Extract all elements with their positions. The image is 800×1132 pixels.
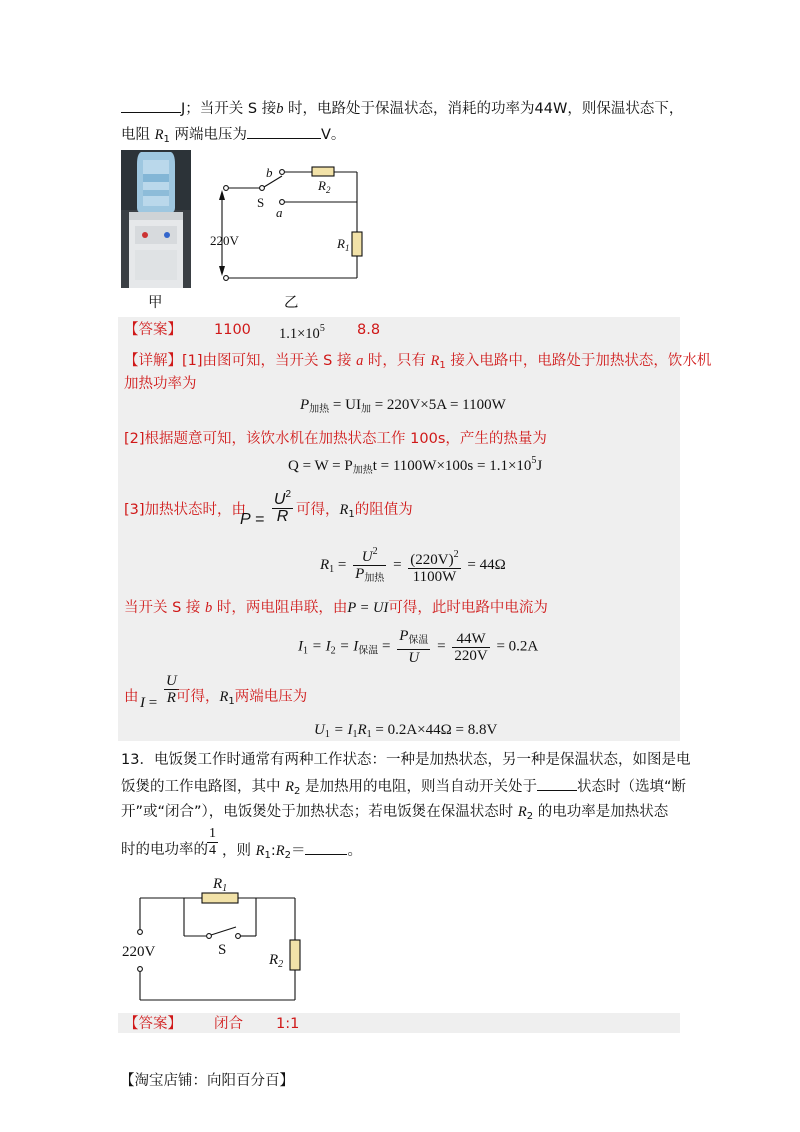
- answer-blank: [247, 124, 321, 139]
- q13-line4b: ，则 $R_1:R_2=$ 。: [222, 840, 362, 866]
- r2-label: $R_2$: [318, 178, 331, 195]
- answer-13-value-2: 1:1: [276, 1016, 300, 1032]
- formula-current: $I_1 = I_2 = I_{保温}$ = $\frac{P_{保温}}{U}$ = $\frac{44W}{220V}$ = 0.2A: [298, 628, 539, 666]
- q12-line1: J；当开关 S 接b 时，电路处于保温状态，消耗的功率为44W，则保温状态下，: [121, 98, 683, 119]
- circuit-diagram-13: [118, 872, 308, 1007]
- detail-para-5b: 可得，$R_1$两端电压为: [176, 689, 308, 707]
- formula-heat: $Q = W = P_{加热}t = 1100W\times 100s = 1.1\times 10^5J$: [288, 455, 543, 476]
- r1-label: $R_1$: [337, 236, 350, 253]
- figure-label-yi: 乙: [284, 295, 299, 311]
- q13-line2: 饭煲的工作电路图，其中 $R_2$ 是加热用的电阻，则当自动开关处于 状态时（选填“断: [121, 776, 686, 802]
- answer-tag-13: 【答案】: [124, 1016, 182, 1032]
- figure-label-jia: 甲: [148, 295, 163, 311]
- r1-label-13: $R_1$: [213, 876, 228, 894]
- answer-13-value-1: 闭合: [214, 1016, 243, 1032]
- voltage-label: 220V: [210, 233, 239, 248]
- terminal-b-label: b: [266, 165, 273, 180]
- answer-blank: [537, 776, 577, 791]
- detail-para-3: [3]加热状态时，由: [124, 502, 247, 518]
- detail-para-1b: 加热功率为: [124, 376, 197, 392]
- formula-r1: $R_1$ = $\frac{U^2}{P_{加热}}$ = $\frac{(220V)^2}{1100W}$ = 44Ω: [320, 546, 506, 585]
- terminal-a-label: a: [276, 205, 283, 220]
- detail-para-2: [2]根据题意可知，该饮水机在加热状态工作 100s，产生的热量为: [124, 431, 547, 447]
- switch-s-label: S: [257, 195, 265, 210]
- answer-blank: [305, 840, 347, 855]
- circuit-diagram-yi: [200, 160, 380, 285]
- detail-para-5: 由: [124, 689, 139, 705]
- formula-ohm-inline: I = $\frac{U}{R}$: [140, 673, 177, 711]
- r2-label-13: $R_2$: [269, 952, 284, 970]
- switch-s-label-13: S: [218, 942, 227, 958]
- answer-blank: [121, 98, 181, 113]
- water-dispenser-photo: [121, 150, 191, 288]
- formula-power-inline: P = $\frac{U^2}{R}$: [240, 489, 292, 529]
- voltage-label-13: 220V: [122, 944, 156, 960]
- detail-para-1: 【详解】[1]由图可知，当开关 S 接 a 时，只有 $R_1$ 接入电路中，电路处于加热状态，饮水机: [124, 353, 712, 371]
- answer-value-2: $1.1\times 10^5$: [279, 323, 325, 342]
- q13-line1: 13．电饭煲工作时通常有两种工作状态：一种是加热状态，另一种是保温状态，如图是电: [121, 752, 691, 768]
- q13-line3: 开”或“闭合”），电饭煲处于加热状态；若电饭煲在保温状态时 $R_2$ 的电功率是加热状态: [121, 804, 669, 822]
- fraction-quarter: $\frac{1}{4}$: [209, 826, 216, 858]
- answer-detail-panel-12: [118, 317, 680, 741]
- answer-value-3: 8.8: [357, 322, 381, 338]
- footer-shop-label: 【淘宝店铺：向阳百分百】: [120, 1073, 294, 1089]
- detail-para-4: 当开关 S 接 b 时，两电阻串联，由P = UI可得，此时电路中电流为: [124, 600, 548, 616]
- answer-panel-13: [118, 1013, 680, 1033]
- answer-value-1: 1100: [214, 322, 251, 338]
- formula-voltage: $U_1 = I_1R_1 = 0.2A\times 44\Omega = 8.8V$: [314, 722, 498, 740]
- q12-line2: 电阻 $R_1$ 两端电压为 V。: [121, 124, 345, 150]
- q13-line4: 时的电功率的: [121, 842, 208, 858]
- formula-heating-power: $P_{加热} = UI_加 = 220V\times 5A = 1100W$: [300, 397, 506, 415]
- detail-para-3b: 可得，$R_1$的阻值为: [296, 502, 413, 520]
- answer-tag-12: 【答案】: [124, 322, 182, 338]
